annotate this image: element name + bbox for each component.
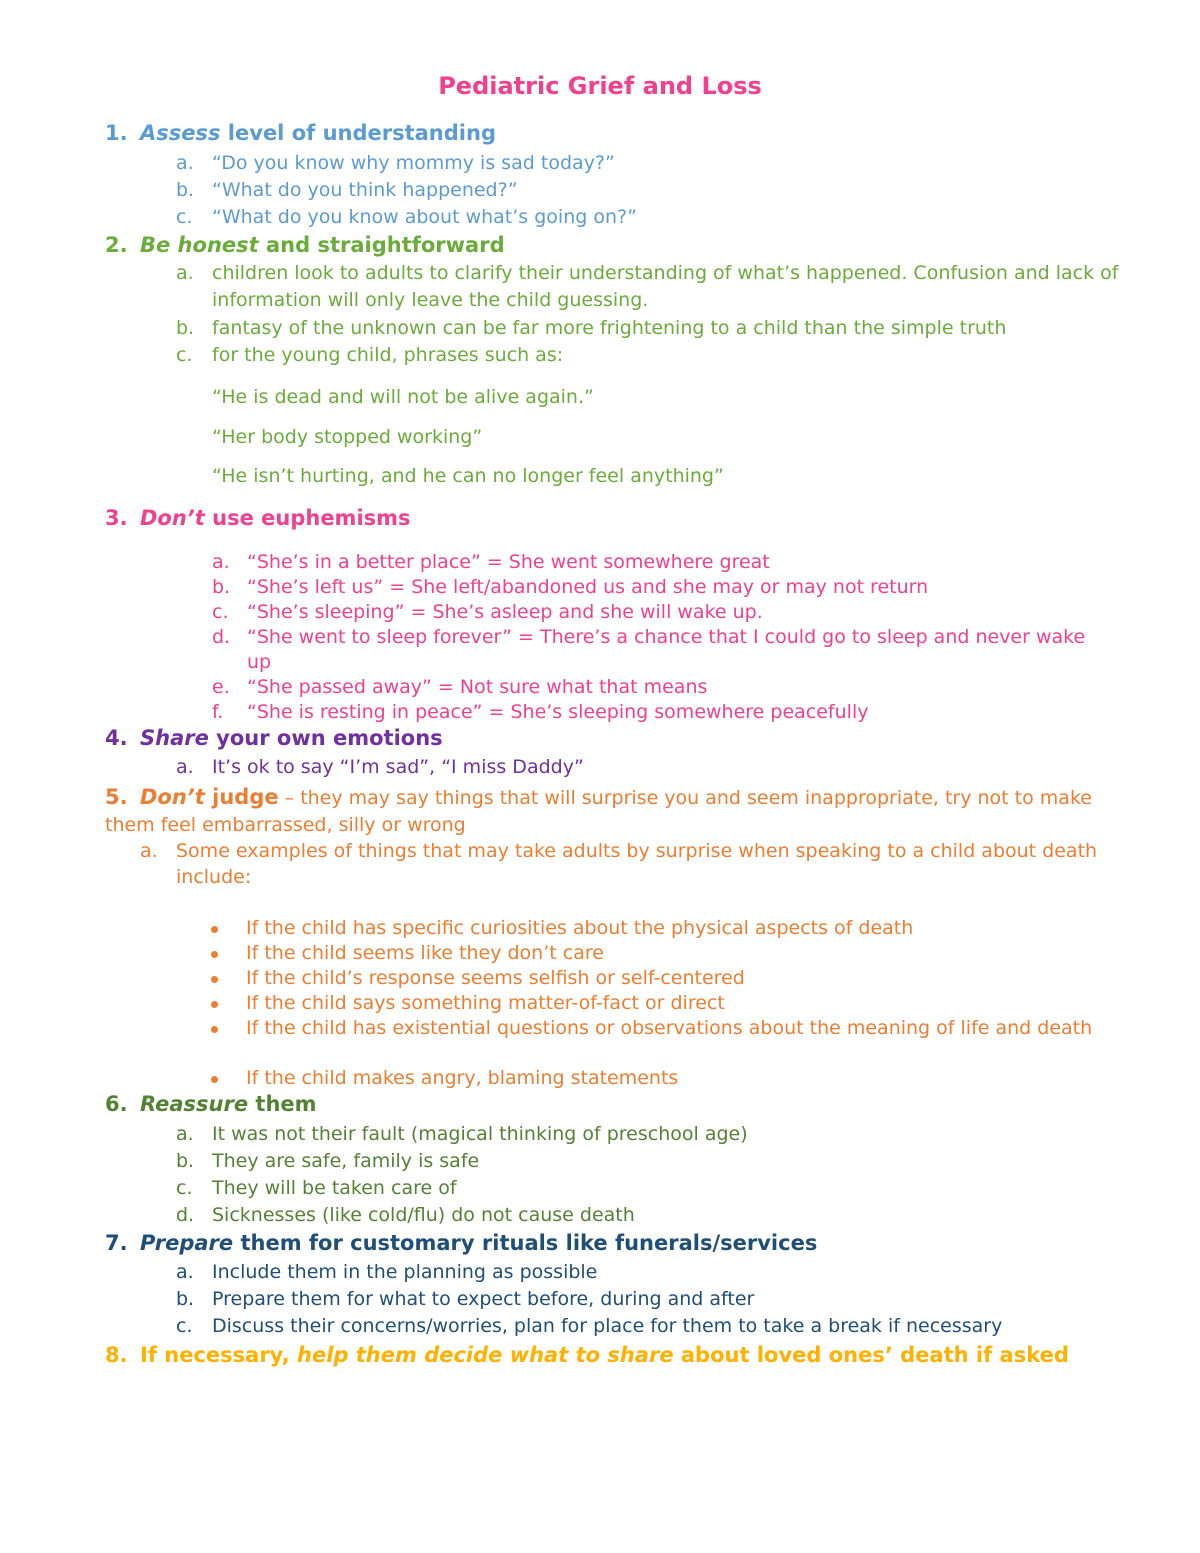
list-item xyxy=(176,204,637,231)
section-heading-bold: judge xyxy=(204,785,279,809)
list-item xyxy=(176,315,1006,342)
bullet-dot xyxy=(211,1026,218,1033)
list-item xyxy=(176,177,518,204)
bullet-text: If the child makes angry, blaming statements xyxy=(246,1067,679,1089)
list-item-text: “Do you know why mommy is sad today?” xyxy=(212,152,615,174)
list-item xyxy=(176,1121,748,1148)
bullet-item xyxy=(211,966,745,991)
list-item-text: Prepare them for what to expect before, during and after xyxy=(212,1288,755,1310)
section-number: 4. xyxy=(105,726,128,750)
section-heading-text: – they may say things that will surprise you and seem inappropriate, try not to make them feel embarrassed, silly or wrong xyxy=(105,787,1092,836)
list-marker: d. xyxy=(212,626,231,648)
list-item-text: Discuss their concerns/worries, plan for place for them to take a break if necessary xyxy=(212,1315,1003,1337)
list-marker: b. xyxy=(176,1288,195,1310)
list-item xyxy=(212,625,1092,675)
list-item-text: “She’s left us” = She left/abandoned us and she may or may not return xyxy=(247,576,929,598)
section-number: 5. xyxy=(105,785,128,809)
list-item-text: “What do you think happened?” xyxy=(212,179,518,201)
list-item xyxy=(176,1313,1002,1340)
section-emphasis: Share xyxy=(140,726,209,750)
section-number: 2. xyxy=(105,233,128,257)
section-heading-prefix: If necessary, xyxy=(140,1343,298,1367)
section-3-heading xyxy=(105,506,411,530)
list-marker: b. xyxy=(176,317,195,339)
list-marker: a. xyxy=(176,756,194,778)
list-marker: c. xyxy=(176,1315,193,1337)
example-quote: “He isn’t hurting, and he can no longer feel anything” xyxy=(212,465,724,487)
list-item-text: Include them in the planning as possible xyxy=(212,1261,598,1283)
bullet-item xyxy=(211,991,725,1016)
list-marker: e. xyxy=(212,676,230,698)
list-item-text: for the young child, phrases such as: xyxy=(212,344,564,366)
section-heading-text: them for customary rituals like funerals/services xyxy=(233,1231,818,1255)
section-8-heading xyxy=(105,1341,1115,1370)
list-marker: a. xyxy=(176,1123,194,1145)
list-item-text: It’s ok to say “I’m sad”, “I miss Daddy” xyxy=(212,756,584,778)
list-item xyxy=(176,1286,754,1313)
list-item-text: Some examples of things that may take adults by surprise when speaking to a child about death include: xyxy=(176,840,1098,888)
section-emphasis: Reassure xyxy=(140,1092,249,1116)
section-number: 8. xyxy=(105,1343,128,1367)
page-title: Pediatric Grief and Loss xyxy=(438,72,762,100)
bullet-item xyxy=(211,1066,678,1091)
bullet-text: If the child has existential questions or observations about the meaning of life and death xyxy=(246,1017,1093,1039)
section-emphasis: Don’t xyxy=(140,506,205,530)
section-heading-text: use euphemisms xyxy=(204,506,411,530)
bullet-item xyxy=(211,916,913,941)
list-marker: b. xyxy=(212,576,231,598)
list-item xyxy=(176,1148,479,1175)
list-item xyxy=(176,1259,597,1286)
section-emphasis: Be honest xyxy=(140,233,259,257)
bullet-item xyxy=(211,941,604,966)
bullet-dot xyxy=(211,951,218,958)
section-number: 3. xyxy=(105,506,128,530)
section-4-heading xyxy=(105,726,443,750)
list-marker: a. xyxy=(176,152,194,174)
list-item xyxy=(176,754,584,781)
list-item xyxy=(176,342,563,369)
section-heading-text: about loved ones’ death if asked xyxy=(673,1343,1069,1367)
list-item-text: “She’s sleeping” = She’s asleep and she will wake up. xyxy=(247,601,763,623)
list-item xyxy=(176,1175,457,1202)
bullet-text: If the child says something matter-of-fact or direct xyxy=(246,992,725,1014)
section-emphasis: Prepare xyxy=(140,1231,234,1255)
section-number: 1. xyxy=(105,121,128,145)
list-item xyxy=(212,700,868,725)
list-marker: b. xyxy=(176,1150,195,1172)
section-5-heading xyxy=(105,784,1135,839)
list-item-text: They are safe, family is safe xyxy=(212,1150,480,1172)
list-item-text: It was not their fault (magical thinking of preschool age) xyxy=(212,1123,748,1145)
section-6-heading xyxy=(105,1092,317,1116)
list-item xyxy=(140,838,1100,890)
list-marker: a. xyxy=(140,840,158,862)
list-marker: b. xyxy=(176,179,195,201)
section-emphasis: help them decide what to share xyxy=(297,1343,674,1367)
list-item-text: “She went to sleep forever” = There’s a chance that I could go to sleep and never wake up xyxy=(247,626,1086,673)
list-item-text: They will be taken care of xyxy=(212,1177,457,1199)
list-item-text: “She is resting in peace” = She’s sleeping somewhere peacefully xyxy=(247,701,869,723)
bullet-text: If the child seems like they don’t care xyxy=(246,942,604,964)
section-2-heading xyxy=(105,233,505,257)
list-item-text: “She passed away” = Not sure what that means xyxy=(247,676,708,698)
bullet-text: If the child has specific curiosities about the physical aspects of death xyxy=(246,917,914,939)
list-marker: a. xyxy=(212,551,230,573)
bullet-dot xyxy=(211,1001,218,1008)
list-marker: a. xyxy=(176,1261,194,1283)
section-1-heading xyxy=(105,121,496,145)
list-marker: a. xyxy=(176,262,194,284)
section-7-heading xyxy=(105,1231,817,1255)
list-marker: c. xyxy=(176,344,193,366)
list-item xyxy=(212,550,770,575)
list-item-text: “What do you know about what’s going on?” xyxy=(212,206,637,228)
list-item xyxy=(176,260,1136,314)
bullet-dot xyxy=(211,976,218,983)
list-item xyxy=(212,600,763,625)
section-emphasis: Assess xyxy=(140,121,221,145)
list-item xyxy=(212,575,928,600)
section-emphasis: Don’t xyxy=(140,785,205,809)
list-marker: c. xyxy=(212,601,229,623)
bullet-dot xyxy=(211,926,218,933)
example-quote: “He is dead and will not be alive again.” xyxy=(212,386,594,408)
example-quote: “Her body stopped working” xyxy=(212,426,483,448)
list-item-text: Sicknesses (like cold/flu) do not cause death xyxy=(212,1204,635,1226)
section-heading-text: them xyxy=(248,1092,317,1116)
bullet-dot xyxy=(211,1076,218,1083)
section-number: 6. xyxy=(105,1092,128,1116)
bullet-text: If the child’s response seems selfish or self-centered xyxy=(246,967,745,989)
list-item xyxy=(176,1202,635,1229)
bullet-item xyxy=(211,1016,1111,1041)
list-item-text: children look to adults to clarify their understanding of what’s happened. Confusion and lack of information will only leave the child guessing. xyxy=(212,262,1119,311)
list-item xyxy=(176,150,615,177)
section-number: 7. xyxy=(105,1231,128,1255)
list-marker: c. xyxy=(176,1177,193,1199)
list-marker: c. xyxy=(176,206,193,228)
section-heading-text: your own emotions xyxy=(208,726,443,750)
section-heading-text: level of understanding xyxy=(220,121,496,145)
list-item xyxy=(212,675,707,700)
section-heading-text: and straightforward xyxy=(258,233,505,257)
list-item-text: fantasy of the unknown can be far more frightening to a child than the simple truth xyxy=(212,317,1007,339)
list-item-text: “She’s in a better place” = She went somewhere great xyxy=(247,551,770,573)
list-marker: d. xyxy=(176,1204,195,1226)
list-marker: f. xyxy=(212,701,224,723)
